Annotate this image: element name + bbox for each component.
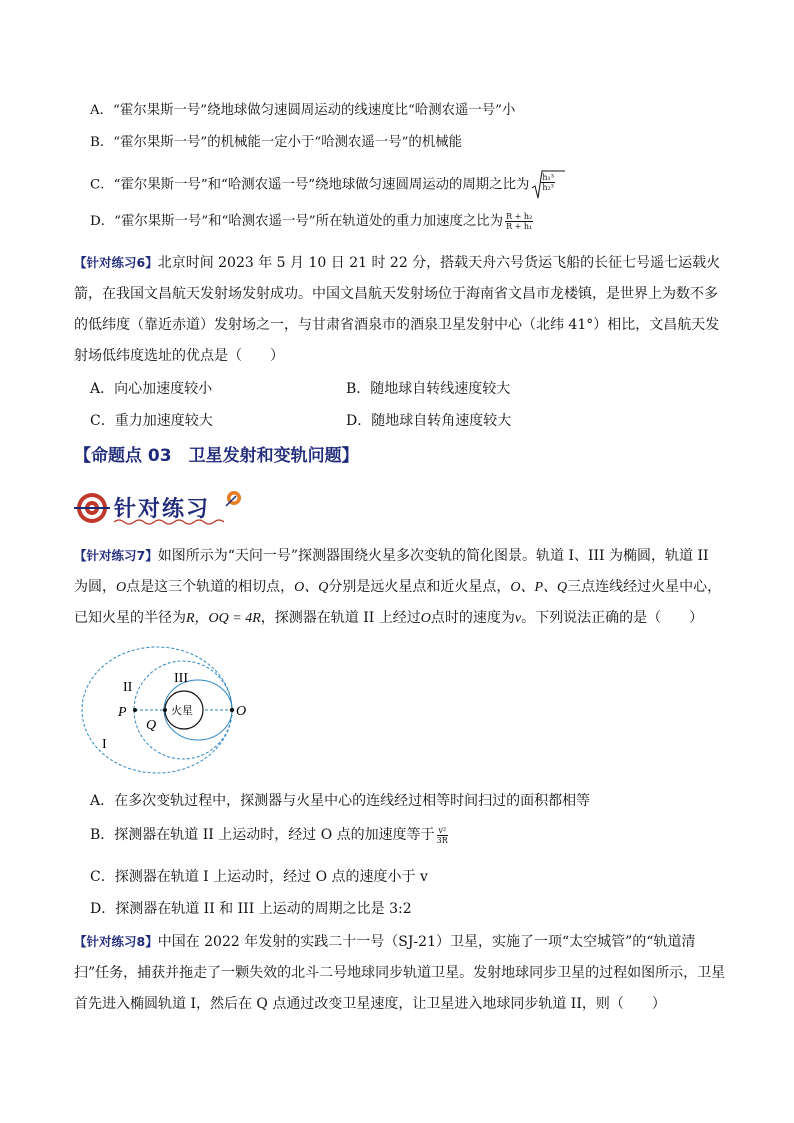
option-c-text: C．“霍尔果斯一号”和“哈测农遥一号”绕地球做匀速圆周运动的周期之比为 <box>90 177 530 193</box>
q7-text-5: 分别是远火星点和近火星点， <box>328 579 511 595</box>
label-p: P <box>118 705 127 720</box>
option-b-prev: B．“霍尔果斯一号”的机械能一定小于“哈测农遥一号”的机械能 <box>90 135 462 150</box>
question-6-tag: 【针对练习6】 <box>74 255 158 270</box>
q7-text-9: ，探测器在轨道 II 上经过 <box>260 610 421 626</box>
q7-option-b <box>90 824 448 845</box>
question-6 <box>74 247 726 372</box>
label-i: I <box>102 737 107 752</box>
q7-text-12: v <box>514 611 522 626</box>
label-o: O <box>236 704 247 719</box>
point-q <box>163 708 167 712</box>
q6-option-a: A．向心加速度较小 <box>90 381 213 397</box>
sqrt-expression <box>531 170 565 200</box>
banner-text: 针对练习 <box>114 497 211 522</box>
q7-text-6: O、P、Q <box>510 580 568 595</box>
point-o <box>230 708 234 712</box>
q7-text-8: R，OQ = 4R <box>186 611 261 626</box>
q7-option-b-text: B．探测器在轨道 II 上运动时，经过 O 点的加速度等于 <box>90 827 435 843</box>
q7-text-7: 三点连线经过火星中心，已知火星的半径为 <box>74 579 722 626</box>
q6-option-c: C．重力加速度较大 <box>90 413 213 429</box>
q7-option-a: A．在多次变轨过程中，探测器与火星中心的连线经过相等时间扫过的面积都相等 <box>90 793 591 809</box>
section-title: 【命题点 03 卫星发射和变轨问题】 <box>74 446 359 466</box>
q7-text-13: 。下列说法正确的是（ ） <box>521 610 704 626</box>
question-6-text: 北京时间 2023 年 5 月 10 日 21 时 22 分，搭载天舟六号货运飞船的长征七号遥七运载火箭，在我国文昌航天发射场发射成功。中国文昌航天发射场位于海南省文昌市龙楼镇，是世界上为数不多的低纬度（靠近赤道）发射场之一，与甘肃省酒泉市的酒泉卫星发射中心（北纬 41°）相比，文昌航天发射场低纬度选址的优点是（ ） <box>74 255 721 364</box>
q7-text-4: O、Q <box>294 580 329 595</box>
q7-text-1: 如图所示为“天问一号”探测器围绕火星多次变轨的简化图景。轨道 I、III 为椭圆，轨道 II 为圆， <box>74 548 709 595</box>
q7-text-11: 点时的速度为 <box>430 610 515 626</box>
option-c-prev <box>90 170 565 200</box>
question-7 <box>74 540 726 634</box>
q7-option-d: D．探测器在轨道 II 和 III 上运动的周期之比是 3:2 <box>90 901 412 917</box>
option-d-prev <box>90 212 533 232</box>
fraction-denominator: R + h₁ <box>506 222 533 231</box>
question-7-tag: 【针对练习7】 <box>74 548 158 563</box>
q7-text-10: O <box>420 611 431 626</box>
q7-option-c: C．探测器在轨道 I 上运动时，经过 O 点的速度小于 v <box>90 869 428 885</box>
q6-option-d: D．随地球自转角速度较大 <box>346 413 512 429</box>
point-p <box>133 708 137 712</box>
option-d-text: D．“霍尔果斯一号”和“哈测农遥一号”所在轨道处的重力加速度之比为 <box>90 214 504 229</box>
mars-label: 火星 <box>171 704 193 717</box>
practice-banner <box>74 488 254 528</box>
orbit-diagram-svg <box>80 628 300 778</box>
question-8-text: 中国在 2022 年发射的实践二十一号（SJ-21）卫星，实施了一项“太空城管”的“轨道清扫”任务，捕获并拖走了一颗失效的北斗二号地球同步轨道卫星。发射地球同步卫星的过程如图所示，卫星首先进入椭圆轨道 I，然后在 Q 点通过改变卫星速度，让卫星进入地球同步轨道 II，则（ ） <box>74 934 726 1012</box>
q7-option-b-denominator: 3R <box>436 835 448 845</box>
sqrt-denominator: h₂³ <box>542 183 554 192</box>
q7-text-3: 点是这三个轨道的相切点， <box>126 579 295 595</box>
fraction-numerator: R + h₂ <box>506 212 533 221</box>
label-q: Q <box>146 718 157 733</box>
q7-text-2: O <box>116 580 127 595</box>
label-ii: II <box>123 680 133 695</box>
label-iii: III <box>174 671 188 686</box>
sqrt-numerator: h₁³ <box>542 173 554 182</box>
sqrt-sign-icon <box>531 170 565 200</box>
option-a-prev: A．“霍尔果斯一号”绕地球做匀速圆周运动的线速度比“哈测农遥一号”小 <box>90 103 516 118</box>
question-8-tag: 【针对练习8】 <box>74 934 158 949</box>
q7-option-b-numerator: v² <box>438 825 447 835</box>
orbit-diagram <box>80 628 300 782</box>
q6-option-b: B．随地球自转线速度较大 <box>346 381 511 397</box>
question-8 <box>74 926 726 1020</box>
